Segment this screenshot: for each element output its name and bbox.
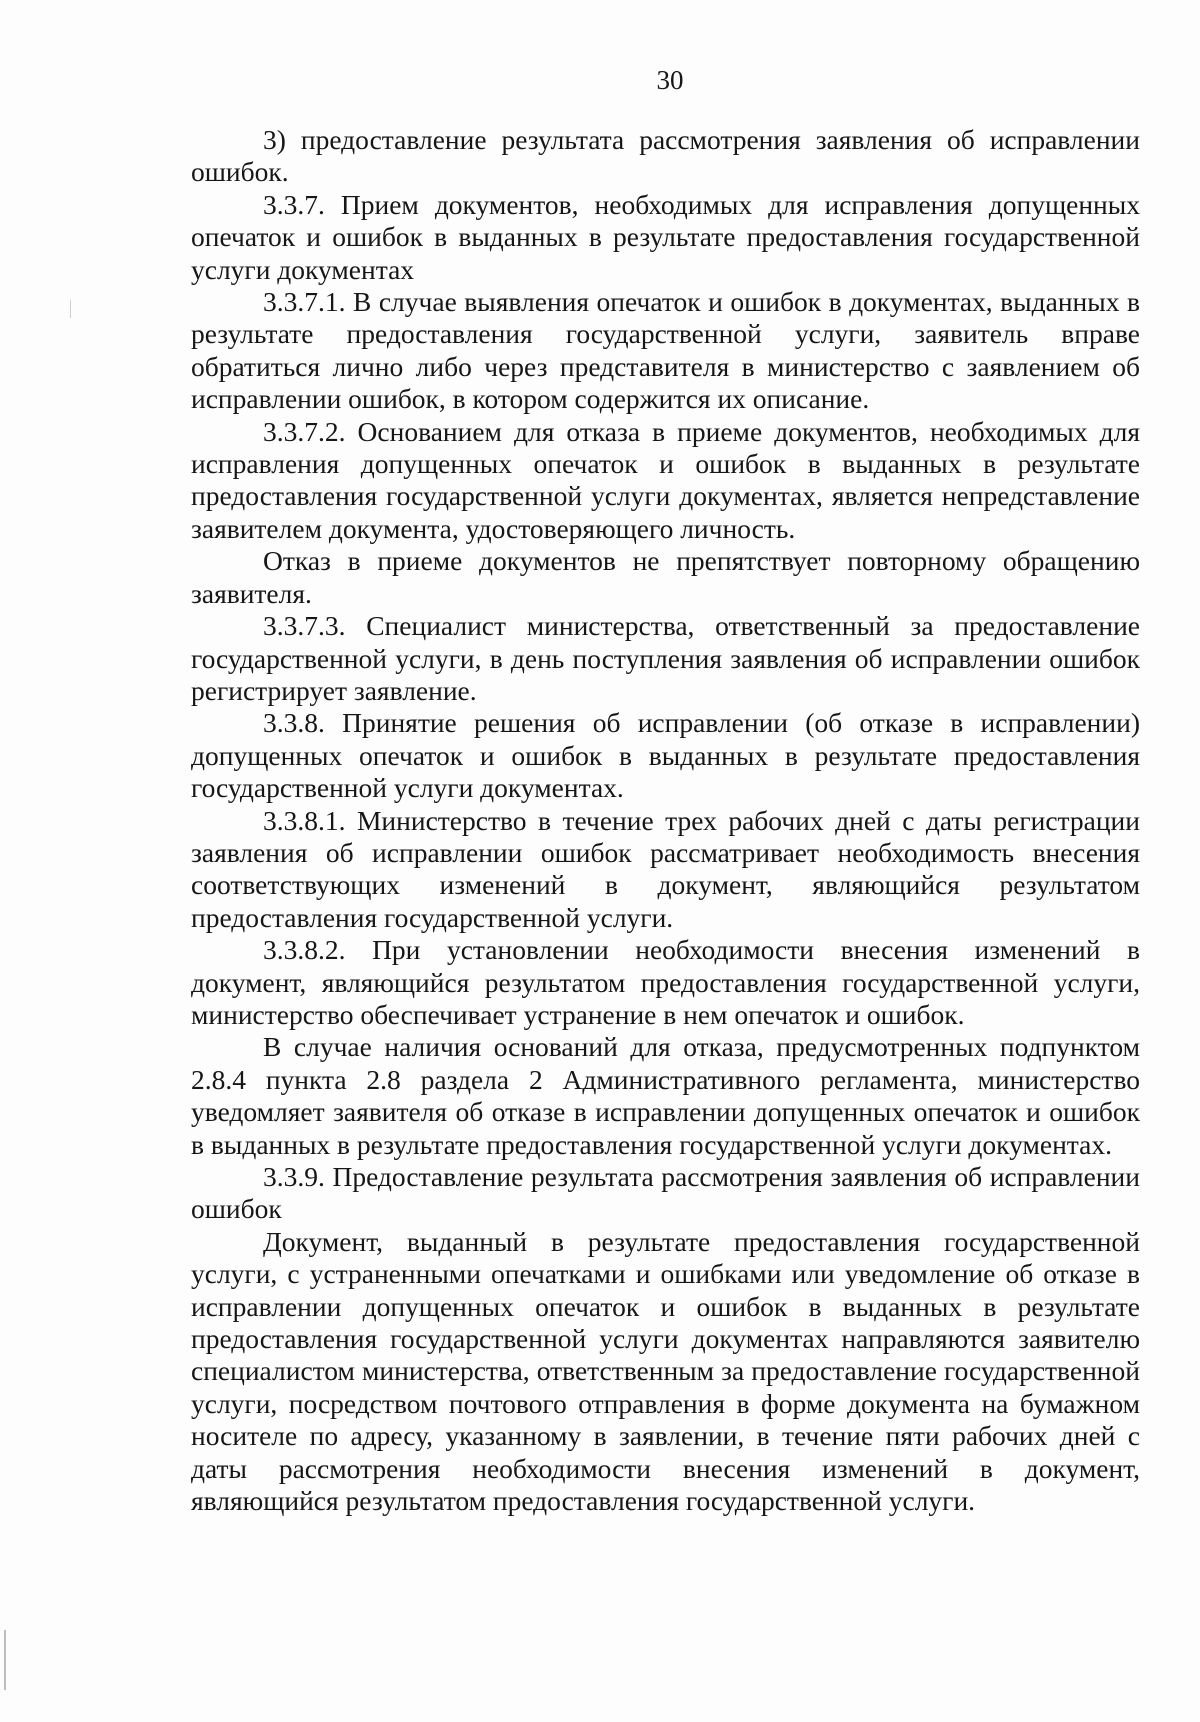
paragraph-3-3-9: 3.3.9. Предоставление результата рассмотрения заявления об исправлении ошибок — [191, 1161, 1140, 1225]
scan-artifact-mark — [4, 1630, 6, 1690]
document-body — [191, 124, 1140, 1517]
paragraph-3-3-8-2: 3.3.8.2. При установлении необходимости внесения изменений в документ, являющийся результатом предоставления государственной услуги, министерство обеспечивает устранение в нем опечаток и ошибок. — [191, 934, 1140, 1030]
paragraph-refusal-grounds: В случае наличия оснований для отказа, предусмотренных подпунктом 2.8.4 пункта 2.8 раздела 2 Административного регламента, министерство уведомляет заявителя об отказе в исправлении допущенных опечаток и ошибок в выданных в результате предоставления государственной услуги документах. — [191, 1031, 1140, 1160]
paragraph-3-3-7-2: 3.3.7.2. Основанием для отказа в приеме документов, необходимых для исправления допущенных опечаток и ошибок в выданных в результате предоставления государственной услуги документах, является непредставление заявителем документа, удостоверяющего личность. — [191, 415, 1140, 544]
paragraph-3-3-8: 3.3.8. Принятие решения об исправлении (об отказе в исправлении) допущенных опечаток и ошибок в выданных в результате предоставления государственной услуги документах. — [191, 707, 1140, 804]
paragraph-3-3-7-3: 3.3.7.3. Специалист министерства, ответственный за предоставление государственной услуги, в день поступления заявления об исправлении ошибок регистрирует заявление. — [191, 610, 1140, 706]
paragraph-3-3-7: 3.3.7. Прием документов, необходимых для исправления допущенных опечаток и ошибок в выданных в результате предоставления государственной услуги документах — [191, 188, 1140, 285]
page-number: 30 — [656, 65, 684, 95]
paragraph-document-delivery: Документ, выданный в результате предоставления государственной услуги, с устраненными опечатками и ошибками или уведомление об отказе в исправлении допущенных опечаток и ошибок в выданных в результате предоставления государственной услуги документах направляются заявителю специалистом министерства, ответственным за предоставление государственной услуги, посредством почтового отправления в форме документа на бумажном носителе по адресу, указанному в заявлении, в течение пяти рабочих дней с даты рассмотрения необходимости внесения изменений в документ, являющийся результатом предоставления государственной услуги. — [191, 1225, 1140, 1517]
paragraph-refusal-note: Отказ в приеме документов не препятствует повторному обращению заявителя. — [191, 545, 1140, 609]
paragraph-result-provision-item: 3) предоставление результата рассмотрения заявления об исправлении ошибок. — [191, 124, 1140, 188]
paragraph-3-3-8-1: 3.3.8.1. Министерство в течение трех рабочих дней с даты регистрации заявления об исправлении ошибок рассматривает необходимость внесения соответствующих изменений в документ, являющийся результатом предоставления государственной услуги. — [191, 804, 1140, 933]
paragraph-3-3-7-1: 3.3.7.1. В случае выявления опечаток и ошибок в документах, выданных в результате предоставления государственной услуги, заявитель вправе обратиться лично либо через представителя в министерство с заявлением об исправлении ошибок, в котором содержится их описание. — [191, 286, 1140, 415]
scan-artifact-mark — [70, 300, 71, 318]
